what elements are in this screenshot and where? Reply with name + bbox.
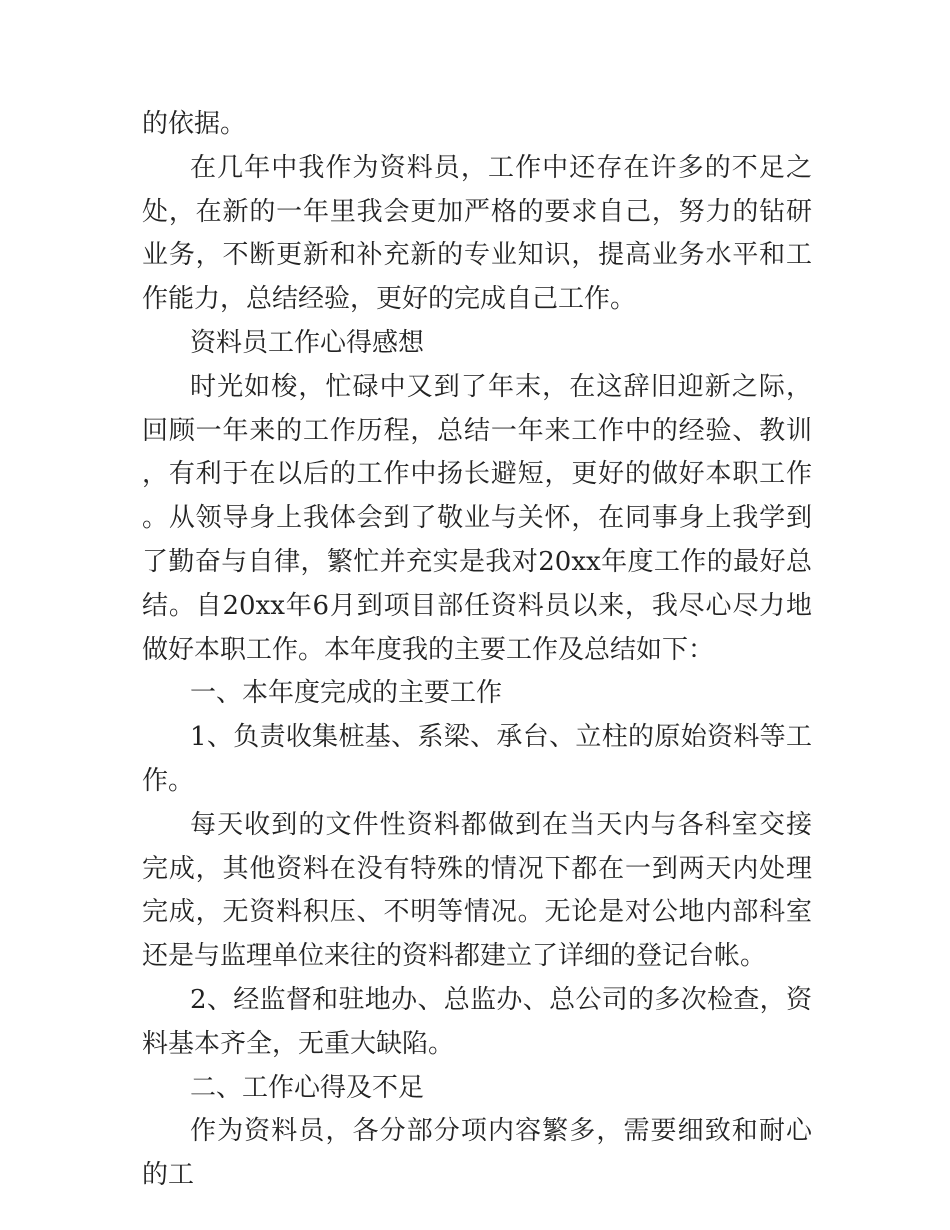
document-body — [142, 103, 812, 1198]
list-item-2: 2、经监督和驻地办、总监办、总公司的多次检查，资料基本齐全，无重大缺陷。 — [142, 984, 812, 1059]
section-heading-2: 二、工作心得及不足 — [190, 1072, 425, 1103]
section-heading-title: 资料员工作心得感想 — [190, 327, 425, 358]
paragraph-5: 作为资料员，各分部分项内容繁多，需要细致和耐心的工 — [142, 1116, 812, 1191]
section-heading-1: 一、本年度完成的主要工作 — [190, 678, 503, 709]
paragraph-4: 每天收到的文件性资料都做到在当天内与各科室交接完成，其他资料在没有特殊的情况下都在一到两天内处理完成，无资料积压、不明等情况。无论是对公地内部科室还是与监理单位来往的资料都建立了详细的登记台帐。 — [142, 809, 812, 972]
paragraph-1: 的依据。 — [142, 109, 247, 139]
list-item-1: 1、负责收集桩基、系梁、承台、立柱的原始资料等工作。 — [142, 722, 812, 796]
paragraph-2: 在几年中我作为资料员，工作中还存在许多的不足之处，在新的一年里我会更加严格的要求自己，努力的钻研业务，不断更新和补充新的专业知识，提高业务水平和工作能力，总结经验，更好的完成自己工作。 — [142, 152, 812, 315]
paragraph-3: 时光如梭，忙碌中又到了年末，在这辞旧迎新之际，回顾一年来的工作历程，总结一年来工作中的经验、教训，有利于在以后的工作中扬长避短，更好的做好本职工作。从领导身上我体会到了敬业与关怀，在同事身上我学到了勤奋与自律，繁忙并充实是我对20xx年度工作的最好总结。自20xx年6月到项目部任资料员以来，我尽心尽力地做好本职工作。本年度我的主要工作及总结如下： — [142, 371, 812, 665]
